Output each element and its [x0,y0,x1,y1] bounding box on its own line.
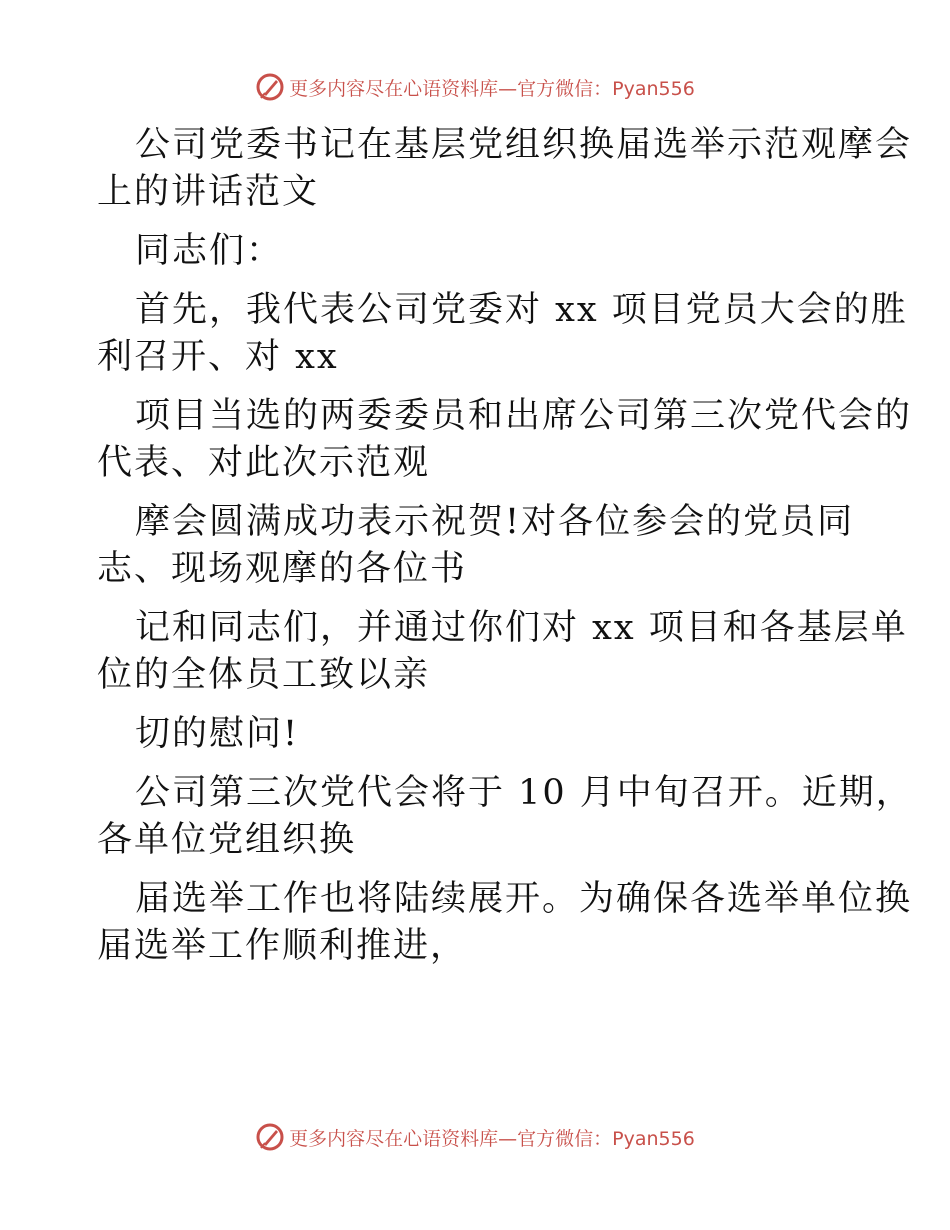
quill-pen-logo-icon [255,72,285,102]
footer-watermark-text: 更多内容尽在心语资料库—官方微信：Pyan556 [289,1127,695,1150]
paragraph-line: 切的慰问! [135,714,300,754]
paragraph-line: 届选举工作也将陆续展开。为确保各选举单位换 [135,879,913,919]
footer-watermark-banner [0,1122,950,1152]
header-watermark-banner [0,72,950,102]
salutation: 同志们： [135,231,284,271]
paragraph-line: 首先，我代表公司党委对 xx 项目党员大会的胜 [135,290,908,330]
paragraph-line: 志、现场观摩的各位书 [97,549,468,589]
paragraph-line: 届选举工作顺利推进， [97,926,468,966]
header-watermark-text: 更多内容尽在心语资料库—官方微信：Pyan556 [289,77,695,100]
paragraph-line: 利召开、对 xx [97,337,339,377]
paragraph-line: 代表、对此次示范观 [97,443,431,483]
paragraph-line: 项目当选的两委委员和出席公司第三次党代会的 [135,396,913,436]
paragraph-line: 摩会圆满成功表示祝贺!对各位参会的党员同 [135,502,855,542]
document-body [97,122,913,970]
paragraph-line: 位的全体员工致以亲 [97,655,431,695]
paragraph-line: 公司第三次党代会将于 10 月中旬召开。近期， [135,773,913,813]
quill-pen-logo-icon [255,1122,285,1152]
title-line-2: 上的讲话范文 [97,172,320,212]
title-line-1: 公司党委书记在基层党组织换届选举示范观摩会 [135,125,913,165]
paragraph-line: 记和同志们，并通过你们对 xx 项目和各基层单 [135,608,908,648]
paragraph-line: 各单位党组织换 [97,820,357,860]
